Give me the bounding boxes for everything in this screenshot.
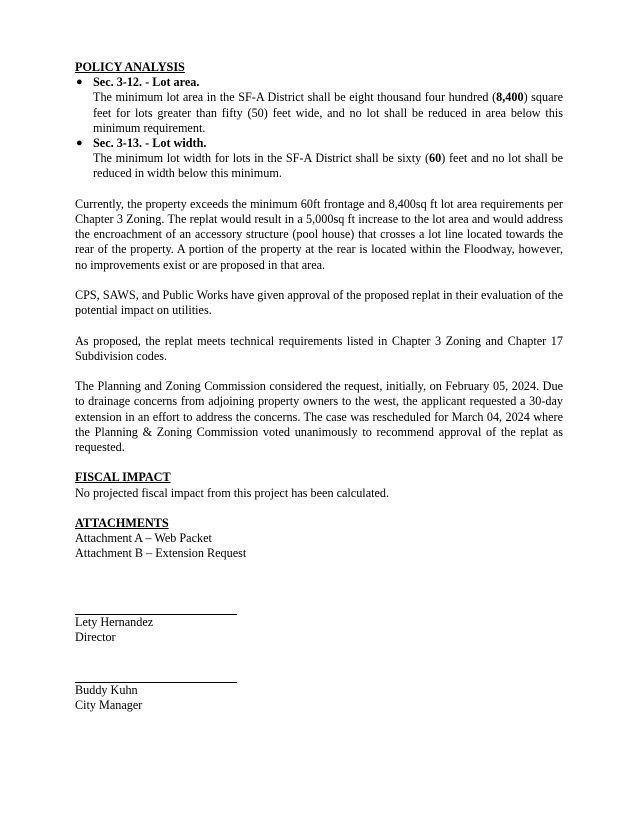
bullet-body [93,90,563,136]
bullet-icon: ● [76,76,83,89]
document-page [75,60,563,713]
bullet-title: Sec. 3-13. - Lot width. [93,136,207,151]
attachments-list [75,531,563,561]
fiscal-impact-heading: FISCAL IMPACT [75,470,171,485]
policy-bullet-list [75,75,563,181]
bullet-item-lot-area [75,75,563,136]
bullet-icon: ● [76,137,83,150]
bullet-text-part: ) square feet for lots greater than fifty (50) feet wide, and no lot shall be reduced in area below this minimum requirement. [93,90,563,135]
paragraph-utilities-approval: CPS, SAWS, and Public Works have given approval of the proposed replat in their evaluation of the potential impact on utilities. [75,288,563,318]
signatory-title: Director [75,629,116,644]
attachments-heading: ATTACHMENTS [75,516,169,530]
paragraph-property-status: Currently, the property exceeds the minimum 60ft frontage and 8,400sq ft lot area requirements per Chapter 3 Zoning. The replat would result in a 5,000sq ft increase to the lot area and would address the encroachment of an accessory structure (pool house) that crosses a lot line located towards the rear of the property. A portion of the property at the rear is located within the Floodway, however, no improvements exist or are proposed in that area. [75,196,563,272]
fiscal-impact-text: No projected fiscal impact from this project has been calculated. [75,485,390,500]
bullet-bold-value: 60 [429,151,442,166]
bullet-body [93,151,563,181]
attachment-item: Attachment A – Web Packet [75,531,212,546]
paragraph-commission-history: The Planning and Zoning Commission considered the request, initially, on February 05, 2024. Due to drainage concerns from adjoining property owners to the west, the applicant requested a 30-day extension in an effort to address the concerns. The case was rescheduled for March 04, 2024 where the Planning & Zoning Commission voted unanimously to recommend approval of the replat as requested. [75,379,563,455]
policy-analysis-heading: POLICY ANALYSIS [75,60,185,74]
bullet-text-part: The minimum lot width for lots in the SF-A District shall be sixty ( [93,151,430,166]
bullet-title: Sec. 3-12. - Lot area. [93,75,200,90]
signatory-title: City Manager [75,698,143,713]
bullet-text-part: ) feet and no lot shall be reduced in width below this minimum. [93,151,563,181]
signatory-name: Lety Hernandez [75,614,154,629]
bullet-item-lot-width [75,136,563,182]
signatory-name: Buddy Kuhn [75,683,138,698]
bullet-text-part: The minimum lot area in the SF-A District shall be eight thousand four hundred ( [93,90,497,105]
bullet-bold-value: 8,400 [496,90,524,105]
paragraph-technical-requirements: As proposed, the replat meets technical requirements listed in Chapter 3 Zoning and Chapter 17 Subdivision codes. [75,333,563,363]
attachment-item: Attachment B – Extension Request [75,546,247,561]
